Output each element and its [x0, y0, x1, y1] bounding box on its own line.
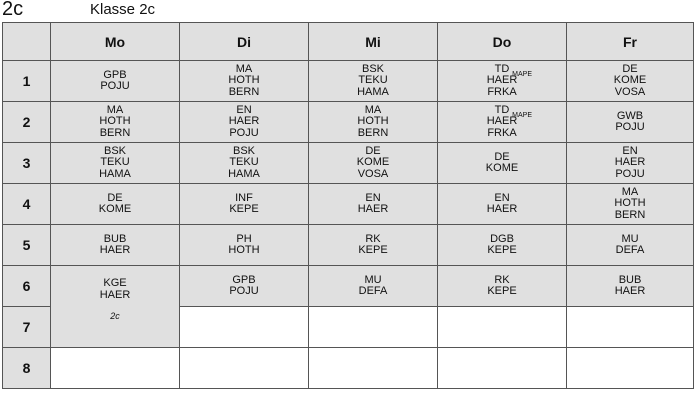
lesson-subject: BSK: [361, 62, 384, 75]
lesson-teacher: BERN: [228, 85, 260, 98]
lesson-cell-mo-5[interactable]: [51, 225, 180, 266]
lesson-cell-mo-6-7[interactable]: [51, 266, 180, 348]
table-row-period-2: [3, 102, 694, 143]
lesson-extra-teacher: MAPE: [512, 112, 532, 119]
lesson-teacher: HOTH: [357, 115, 389, 128]
lesson-cell-do-4[interactable]: [438, 184, 567, 225]
table-row-period-8: [3, 348, 694, 389]
lesson-subject: GPB: [232, 273, 256, 286]
lesson-teacher: HAER: [99, 244, 131, 256]
lesson-teacher: HAER: [614, 285, 646, 297]
lesson-cell-mi-2[interactable]: [309, 102, 438, 143]
lesson-teacher: VOSA: [614, 85, 646, 98]
timetable: [2, 22, 694, 389]
lesson-teacher: TEKU: [100, 156, 130, 169]
lesson-subject: GWB: [616, 109, 644, 122]
period-label-4: 4: [3, 184, 51, 225]
period-label-8: 8: [3, 348, 51, 389]
lesson-subject: MA: [621, 185, 639, 198]
lesson-subject: INF: [235, 191, 253, 204]
lesson-cell-fr-6[interactable]: [567, 266, 694, 307]
lesson-cell-fr-1[interactable]: [567, 61, 694, 102]
empty-cell-do-7[interactable]: [438, 307, 567, 348]
lesson-cell-di-4[interactable]: [180, 184, 309, 225]
lesson-cell-fr-3[interactable]: [567, 143, 694, 184]
lesson-teacher: HOTH: [614, 197, 646, 210]
empty-cell-di-8[interactable]: [180, 348, 309, 389]
lesson-subject: TD: [494, 62, 510, 75]
lesson-subject: EN: [365, 191, 381, 204]
lesson-cell-mi-5[interactable]: [309, 225, 438, 266]
period-label-6: 6: [3, 266, 51, 307]
empty-cell-di-7[interactable]: [180, 307, 309, 348]
lesson-teacher: HOTH: [99, 115, 131, 128]
lesson-subject: BSK: [103, 144, 126, 157]
lesson-teacher: BERN: [99, 126, 131, 139]
lesson-teacher: TEKU: [229, 156, 259, 169]
lesson-cell-mo-1[interactable]: [51, 61, 180, 102]
lesson-cell-do-1[interactable]: [438, 61, 567, 102]
corner-cell: [3, 23, 51, 61]
lesson-class-note: 2c: [110, 311, 120, 322]
day-header-mi: Mi: [309, 23, 438, 61]
lesson-teacher: POJU: [100, 80, 130, 92]
lesson-subject: DGB: [490, 232, 514, 245]
class-code: 2c: [2, 0, 24, 20]
class-title: Klasse 2c: [90, 1, 156, 18]
period-label-3: 3: [3, 143, 51, 184]
lesson-teacher: FRKA: [487, 85, 517, 98]
lesson-cell-do-3[interactable]: [438, 143, 567, 184]
lesson-teacher: POJU: [615, 167, 645, 180]
lesson-extra-teacher: MAPE: [512, 71, 532, 78]
period-label-2: 2: [3, 102, 51, 143]
lesson-teacher: KOME: [613, 74, 647, 87]
lesson-subject: EN: [494, 191, 510, 204]
period-label-5: 5: [3, 225, 51, 266]
lesson-cell-mi-3[interactable]: [309, 143, 438, 184]
lesson-cell-mo-4[interactable]: [51, 184, 180, 225]
lesson-teacher: KEPE: [358, 244, 388, 256]
table-row-period-6: [3, 266, 694, 307]
lesson-teacher: KOME: [485, 162, 519, 174]
lesson-teacher: FRKA: [487, 126, 517, 139]
lesson-subject: KGE: [103, 277, 127, 290]
period-label-7: 7: [3, 307, 51, 348]
empty-cell-fr-7[interactable]: [567, 307, 694, 348]
lesson-teacher: HAER: [486, 74, 518, 87]
lesson-teacher: BERN: [614, 208, 646, 221]
lesson-teacher: KEPE: [229, 203, 259, 215]
lesson-subject: PH: [236, 232, 252, 245]
lesson-teacher: HAER: [357, 203, 389, 215]
table-row-period-3: [3, 143, 694, 184]
day-header-mo: Mo: [51, 23, 180, 61]
lesson-cell-mi-4[interactable]: [309, 184, 438, 225]
lesson-subject: DE: [107, 191, 123, 204]
lesson-cell-mo-3[interactable]: [51, 143, 180, 184]
lesson-teacher: HAER: [228, 115, 260, 128]
lesson-cell-di-6[interactable]: [180, 266, 309, 307]
lesson-cell-di-1[interactable]: [180, 61, 309, 102]
lesson-teacher: HAMA: [99, 167, 131, 180]
lesson-subject: BSK: [232, 144, 255, 157]
lesson-teacher: HAER: [99, 288, 131, 301]
lesson-subject: DE: [622, 62, 638, 75]
lesson-subject: RK: [365, 232, 381, 245]
table-row-period-4: [3, 184, 694, 225]
double-lesson-content: [51, 278, 179, 323]
empty-cell-fr-8[interactable]: [567, 348, 694, 389]
lesson-subject: EN: [622, 144, 638, 157]
lesson-subject: MA: [364, 103, 382, 116]
lesson-teacher: VOSA: [357, 167, 389, 180]
lesson-teacher: DEFA: [615, 244, 645, 256]
lesson-cell-fr-4[interactable]: [567, 184, 694, 225]
lesson-teacher: KEPE: [487, 285, 517, 297]
lesson-teacher: DEFA: [358, 285, 388, 297]
lesson-teacher: HAER: [614, 156, 646, 169]
table-row-period-1: [3, 61, 694, 102]
period-label-1: 1: [3, 61, 51, 102]
lesson-subject: RK: [494, 273, 510, 286]
timetable-header: [0, 0, 695, 22]
lesson-teacher: KOME: [356, 156, 390, 169]
lesson-teacher: HAMA: [228, 167, 260, 180]
lesson-teacher: HAER: [486, 115, 518, 128]
lesson-cell-do-5[interactable]: [438, 225, 567, 266]
lesson-subject: MA: [106, 103, 124, 116]
lesson-subject: DE: [494, 150, 510, 163]
lesson-teacher: HAER: [486, 203, 518, 215]
lesson-subject: BUB: [618, 273, 642, 286]
lesson-cell-mo-2[interactable]: [51, 102, 180, 143]
lesson-subject: BUB: [103, 232, 127, 245]
lesson-cell-do-2[interactable]: [438, 102, 567, 143]
lesson-cell-di-5[interactable]: [180, 225, 309, 266]
lesson-cell-fr-5[interactable]: [567, 225, 694, 266]
lesson-cell-fr-2[interactable]: [567, 102, 694, 143]
table-row-period-5: [3, 225, 694, 266]
lesson-teacher: POJU: [229, 126, 259, 139]
lesson-cell-mi-1[interactable]: [309, 61, 438, 102]
day-header-di: Di: [180, 23, 309, 61]
lesson-teacher: HOTH: [228, 74, 260, 87]
lesson-teacher: HOTH: [228, 244, 260, 256]
empty-cell-mo-8[interactable]: [51, 348, 180, 389]
empty-cell-mi-7[interactable]: [309, 307, 438, 348]
lesson-teacher: BERN: [357, 126, 389, 139]
lesson-teacher: KOME: [98, 203, 132, 215]
lesson-teacher: POJU: [229, 285, 259, 297]
day-header-fr: Fr: [567, 23, 694, 61]
lesson-cell-di-2[interactable]: [180, 102, 309, 143]
lesson-subject: TD: [494, 103, 510, 116]
lesson-cell-di-3[interactable]: [180, 143, 309, 184]
lesson-subject: MU: [621, 232, 639, 245]
lesson-subject: EN: [236, 103, 252, 116]
lesson-subject: DE: [365, 144, 381, 157]
lesson-teacher: TEKU: [358, 74, 388, 87]
empty-cell-do-8[interactable]: [438, 348, 567, 389]
empty-cell-mi-8[interactable]: [309, 348, 438, 389]
day-header-do: Do: [438, 23, 567, 61]
lesson-teacher: HAMA: [357, 85, 389, 98]
lesson-cell-do-6[interactable]: [438, 266, 567, 307]
lesson-subject: GPB: [103, 68, 127, 81]
lesson-subject: MA: [235, 62, 253, 75]
lesson-subject: MU: [364, 273, 382, 286]
lesson-teacher: POJU: [615, 121, 645, 133]
lesson-teacher: KEPE: [487, 244, 517, 256]
lesson-cell-mi-6[interactable]: [309, 266, 438, 307]
